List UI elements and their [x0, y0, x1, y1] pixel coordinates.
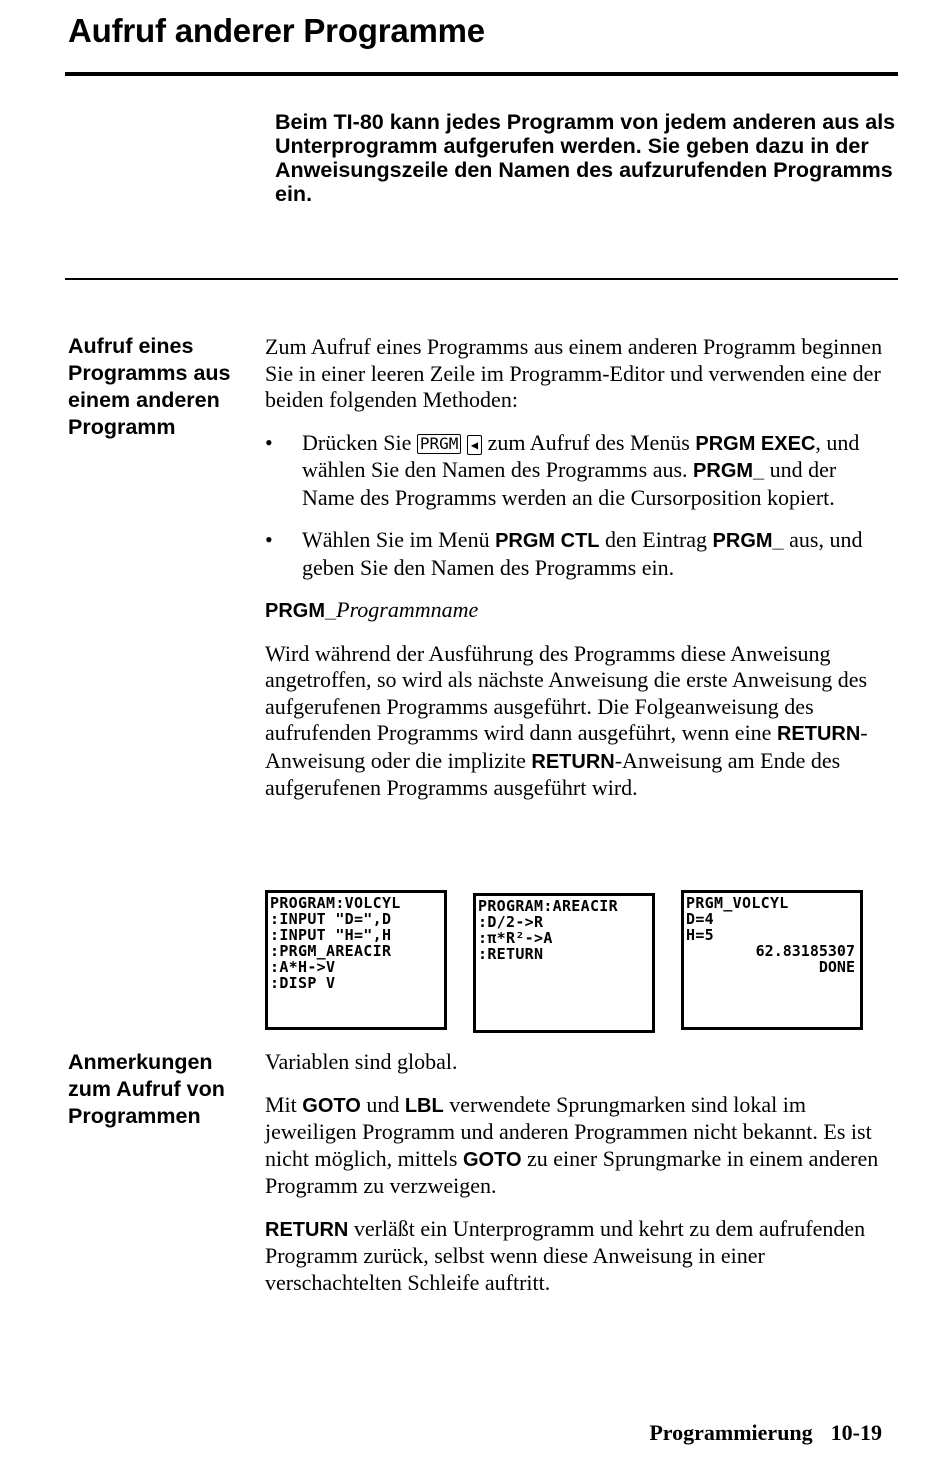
bullet-text: zum Aufruf des Menüs — [487, 429, 690, 455]
screen-line: :π*R²->A — [478, 929, 553, 947]
command-name: PRGM_ — [693, 460, 765, 482]
screen-line: :RETURN — [478, 945, 544, 963]
section-heading-notes: Anmerkungen zum Aufruf von Programmen — [68, 1050, 225, 1128]
intro-text: Beim TI-80 kann jedes Programm von jedem anderen aus als Unterprogramm aufgerufen werden. Sie geben dazu in der Anweisungszeile den Namen des aufzurufenden Programms ein. — [275, 110, 896, 206]
paragraph-text: und — [366, 1091, 400, 1117]
bullet-item-prgm-ctl — [265, 527, 890, 581]
bullet-text: aus, und geben Sie den Namen des Programms ein. — [302, 527, 863, 580]
left-arrow-key-icon: ◀ — [467, 435, 482, 455]
screen-done: DONE — [818, 958, 855, 976]
command-name: PRGM_ — [712, 530, 784, 552]
screen-line: PRGM_VOLCYL — [686, 894, 789, 912]
paragraph-text: -Anweisung am Ende des aufgerufenen Programms ausgeführt wird. — [265, 747, 841, 800]
page-number: 10-19 — [830, 1420, 882, 1445]
page-footer — [649, 1420, 882, 1446]
command-name: LBL — [404, 1094, 444, 1117]
screen-line: :PRGM_AREACIR — [270, 942, 392, 960]
command-name: GOTO — [462, 1148, 522, 1171]
screen-line: H=5 — [686, 926, 714, 944]
note-paragraph-labels — [265, 1092, 890, 1200]
paragraph-text: zu einer Sprungmarke in einem anderen Programm zu verzweigen. — [265, 1145, 879, 1198]
paragraph-text: Wird während der Ausführung des Programms diese Anweisung angetroffen, so wird als nächste Anweisung die erste Anweisung des aufgerufenen Programms ausgeführt. Die Folgeanweisung des aufrufenden Programms wird dann ausgeführt, wenn eine — [265, 640, 868, 745]
command-name: RETURN — [265, 1218, 349, 1241]
bullet-text: , und wählen Sie den Namen des Programms aus. — [302, 429, 860, 482]
screen-line: :INPUT "D=",D — [270, 910, 392, 928]
paragraph-text: verläßt ein Unterprogramm und kehrt zu dem aufrufenden Programm zurück, selbst wenn diese Anweisung in einer verschachtelten Schleife auftritt. — [265, 1215, 866, 1295]
section-divider — [65, 278, 898, 280]
note-paragraph-return — [265, 1216, 890, 1297]
calculator-screen-volcyl — [265, 890, 447, 1030]
prgm-key-icon: PRGM — [417, 434, 462, 454]
section-body-notes — [265, 1049, 890, 1296]
paragraph-text: Mit — [265, 1091, 297, 1117]
screen-line: :D/2->R — [478, 913, 544, 931]
screen-line: :INPUT "H=",H — [270, 926, 392, 944]
screen-line: :A*H->V — [270, 958, 336, 976]
note-paragraph-global: Variablen sind global. — [265, 1049, 458, 1074]
paragraph-text: verwendete Sprungmarken sind lokal im jeweiligen Programm und anderen Programmen nicht bekannt. Es ist nicht möglich, mittels — [265, 1091, 872, 1171]
syntax-line — [265, 597, 890, 625]
screen-line: :DISP V — [270, 974, 336, 992]
menu-name: PRGM CTL — [495, 530, 600, 552]
screen-line: D=4 — [686, 910, 714, 928]
command-name: RETURN — [531, 750, 615, 773]
bullet-item-prgm-exec — [265, 430, 890, 512]
screen-line: PROGRAM:VOLCYL — [270, 894, 401, 912]
calculator-screen-result — [681, 890, 863, 1030]
bullet-text: Drücken Sie — [302, 429, 412, 455]
screen-result: 62.83185307 — [755, 942, 855, 960]
bullet-text: und der Name des Programms werden an die Cursorposition kopiert. — [302, 457, 837, 510]
section-intro-paragraph: Zum Aufruf eines Programms aus einem anderen Programm beginnen Sie in einer leeren Zeile im Programm-Editor und verwenden eine der beiden folgenden Methoden: — [265, 334, 883, 412]
calculator-screen-areacir — [473, 893, 655, 1033]
page-title: Aufruf anderer Programme — [68, 12, 485, 49]
bullet-icon: • — [265, 429, 273, 455]
bullet-text: den Eintrag — [605, 527, 708, 552]
bullet-text: Wählen Sie im Menü — [302, 527, 490, 552]
menu-name: PRGM EXEC — [695, 432, 816, 455]
syntax-argument: Programmname — [336, 597, 479, 622]
section-heading-call-program: Aufruf eines Programms aus einem anderen Programm — [68, 334, 231, 439]
bullet-icon: • — [265, 527, 273, 552]
command-name: GOTO — [302, 1094, 361, 1117]
command-name: RETURN — [776, 723, 861, 745]
paragraph-text: -Anweisung oder die implizite — [265, 720, 868, 773]
explanation-paragraph — [265, 641, 890, 802]
screen-line: PROGRAM:AREACIR — [478, 897, 618, 915]
section-body-call-program — [265, 334, 890, 802]
syntax-command: PRGM_ — [265, 600, 337, 622]
title-rule — [65, 72, 898, 76]
footer-chapter: Programmierung — [649, 1420, 813, 1445]
